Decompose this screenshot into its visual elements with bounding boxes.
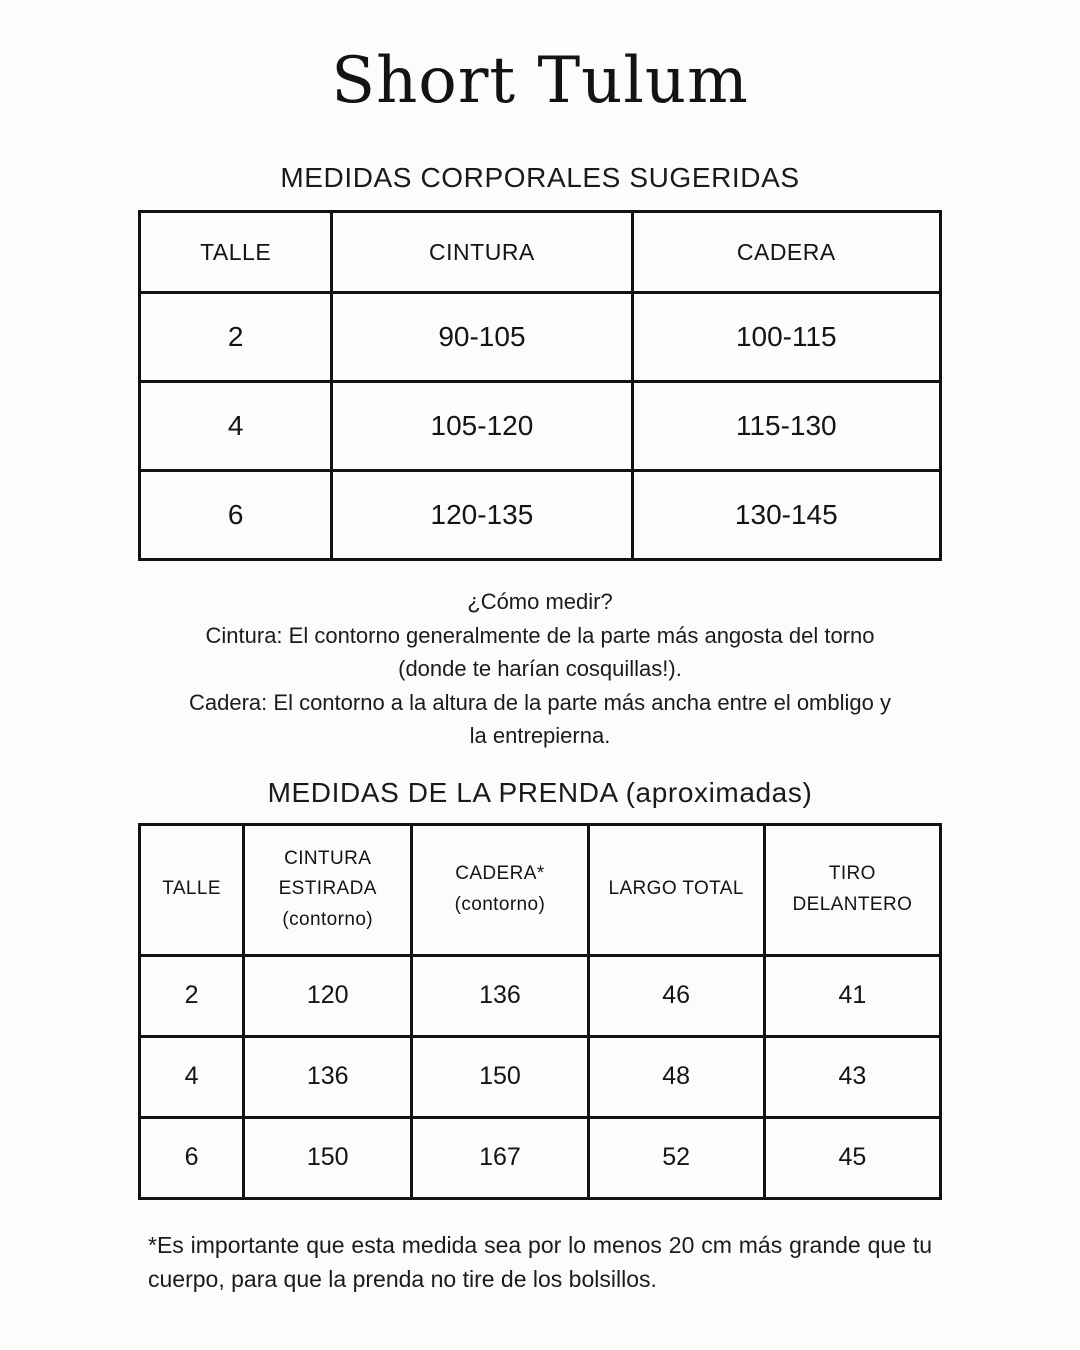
- column-header-talle: TALLE: [140, 212, 332, 293]
- table-header-row: [140, 824, 941, 955]
- cell-cadera: 100-115: [632, 293, 940, 382]
- table-row: [140, 1117, 941, 1198]
- cell-talle: 2: [140, 293, 332, 382]
- table-row: [140, 382, 941, 471]
- cell-talle: 2: [140, 955, 244, 1036]
- cell-cadera: 130-145: [632, 471, 940, 560]
- cell-cintura-estirada: 136: [244, 1036, 412, 1117]
- column-header-cintura-estirada: CINTURA ESTIRADA (contorno): [244, 824, 412, 955]
- table-row: [140, 471, 941, 560]
- cell-cadera: 167: [412, 1117, 588, 1198]
- cell-cintura: 90-105: [332, 293, 632, 382]
- garment-measurements-table: [138, 823, 942, 1200]
- how-to-measure-block: [178, 585, 902, 752]
- table-row: [140, 293, 941, 382]
- cell-tiro-delantero: 41: [764, 955, 940, 1036]
- column-header-largo-total: LARGO TOTAL: [588, 824, 764, 955]
- how-to-measure-title: ¿Cómo medir?: [467, 589, 613, 615]
- cell-cintura: 105-120: [332, 382, 632, 471]
- cell-talle: 6: [140, 471, 332, 560]
- pocket-measurement-footnote: *Es importante que esta medida sea por lo menos 20 cm más grande que tu cuerpo, para que la prenda no tire de los bolsillos.: [148, 1231, 932, 1293]
- cell-tiro-delantero: 43: [764, 1036, 940, 1117]
- cell-talle: 4: [140, 1036, 244, 1117]
- cell-cintura: 120-135: [332, 471, 632, 560]
- page-title: Short Tulum: [331, 44, 749, 118]
- column-header-cadera: CADERA: [632, 212, 940, 293]
- column-header-talle: TALLE: [140, 824, 244, 955]
- body-measurements-section: [0, 162, 1080, 561]
- how-to-measure-cintura: Cintura: El contorno generalmente de la parte más angosta del torno (donde te harían cosquillas!).: [205, 622, 875, 682]
- cell-largo-total: 52: [588, 1117, 764, 1198]
- table-header-row: [140, 212, 941, 293]
- garment-measurements-section: [0, 777, 1080, 1200]
- column-header-cintura: CINTURA: [332, 212, 632, 293]
- cell-cintura-estirada: 120: [244, 955, 412, 1036]
- how-to-measure-cadera: Cadera: El contorno a la altura de la parte más ancha entre el ombligo y la entrepierna.: [189, 689, 891, 749]
- column-header-tiro-delantero: TIRO DELANTERO: [764, 824, 940, 955]
- body-measurements-heading: MEDIDAS CORPORALES SUGERIDAS: [280, 162, 800, 194]
- column-header-cadera: CADERA* (contorno): [412, 824, 588, 955]
- cell-largo-total: 46: [588, 955, 764, 1036]
- cell-cintura-estirada: 150: [244, 1117, 412, 1198]
- cell-talle: 6: [140, 1117, 244, 1198]
- cell-cadera: 115-130: [632, 382, 940, 471]
- cell-tiro-delantero: 45: [764, 1117, 940, 1198]
- table-row: [140, 955, 941, 1036]
- cell-cadera: 150: [412, 1036, 588, 1117]
- cell-cadera: 136: [412, 955, 588, 1036]
- cell-largo-total: 48: [588, 1036, 764, 1117]
- body-measurements-table: [138, 210, 942, 561]
- table-row: [140, 1036, 941, 1117]
- garment-measurements-heading: MEDIDAS DE LA PRENDA (aproximadas): [267, 776, 813, 808]
- cell-talle: 4: [140, 382, 332, 471]
